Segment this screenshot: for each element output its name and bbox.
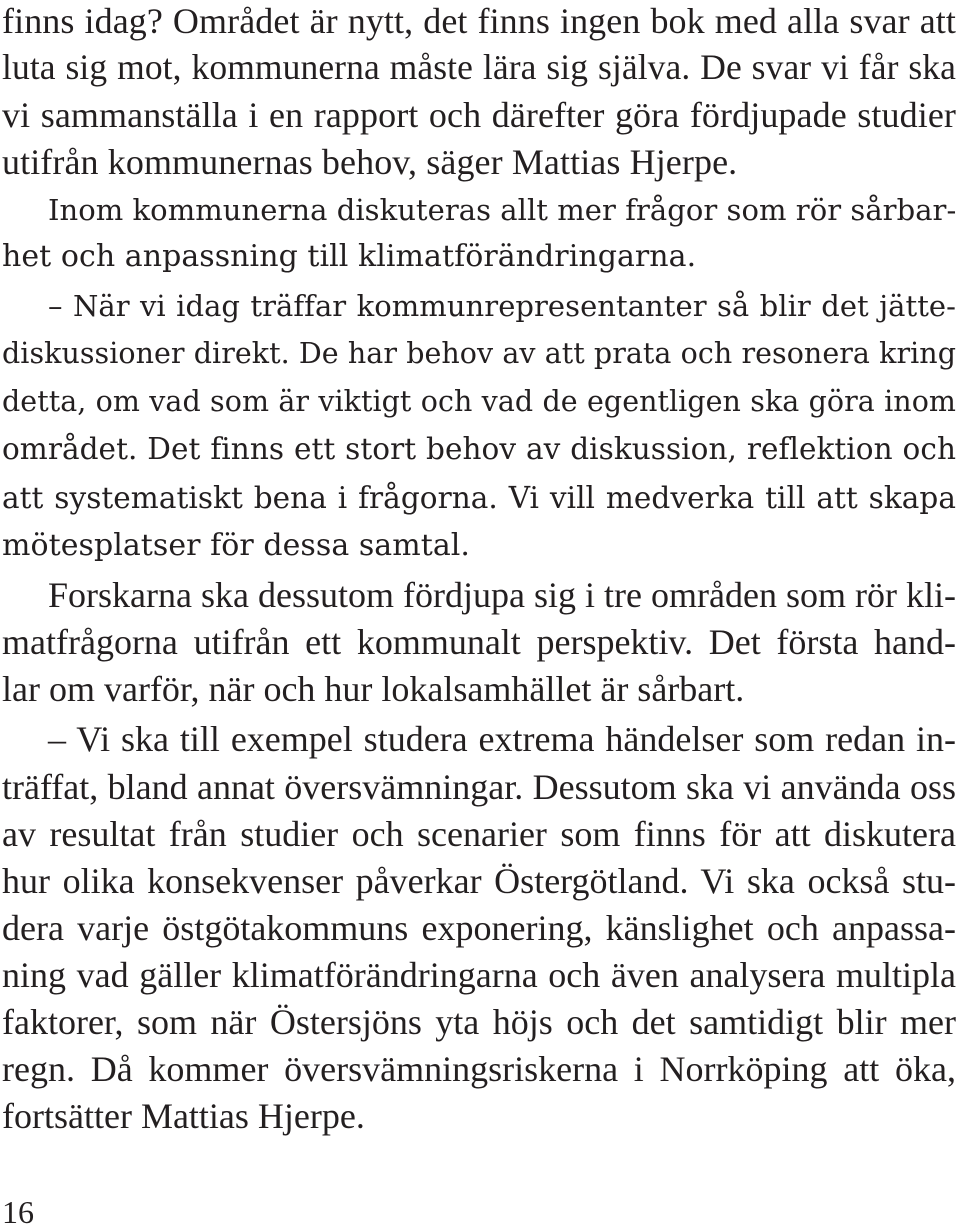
text-line: – När vi idag träffar kommunrepresentanter så blir det jätte-	[48, 289, 956, 323]
text-line: ning vad gäller klimatförändringarna och även analysera multipla	[2, 955, 956, 995]
page-number: 16	[2, 1194, 34, 1230]
text-line: matfrågorna utifrån ett kommunalt perspektiv. Det första hand-	[2, 622, 956, 662]
text-line: vi sammanställa i en rapport och därefter göra fördjupade studier	[2, 95, 956, 135]
text-line: – Vi ska till exempel studera extrema händelser som redan in-	[48, 719, 956, 759]
text-line: träffat, bland annat översvämningar. Dessutom ska vi använda oss	[2, 767, 956, 807]
text-line: området. Det finns ett stort behov av diskussion, reflektion och	[2, 432, 956, 466]
text-line: luta sig mot, kommunerna måste lära sig själva. De svar vi får ska	[2, 47, 956, 87]
text-line: Inom kommunerna diskuteras allt mer frågor som rör sårbar-	[48, 193, 957, 227]
text-line: mötesplatser för dessa samtal.	[2, 528, 470, 563]
text-line: utifrån kommunernas behov, säger Mattias Hjerpe.	[2, 142, 738, 182]
text-line: att systematiskt bena i frågorna. Vi vill medverka till att skapa	[2, 481, 956, 515]
text-line: diskussioner direkt. De har behov av att prata och resonera kring	[2, 337, 956, 370]
text-line: Forskarna ska dessutom fördjupa sig i tre områden som rör kli-	[48, 575, 956, 615]
text-line: faktorer, som när Östersjöns yta höjs och det samtidigt blir mer	[2, 1002, 956, 1042]
text-line: lar om varför, när och hur lokalsamhället är sårbart.	[2, 669, 745, 709]
text-line: detta, om vad som är viktigt och vad de egentligen ska göra inom	[2, 385, 956, 418]
text-line: finns idag? Området är nytt, det finns ingen bok med alla svar att	[2, 1, 956, 41]
text-line: dera varje östgötakommuns exponering, känslighet och anpassa-	[2, 908, 956, 948]
text-line: het och anpassning till klimatförändringarna.	[2, 239, 697, 274]
text-line: fortsätter Mattias Hjerpe.	[2, 1096, 365, 1136]
text-line: av resultat från studier och scenarier som finns för att diskutera	[2, 814, 956, 854]
text-line: hur olika konsekvenser påverkar Östergötland. Vi ska också stu-	[2, 861, 956, 901]
text-line: regn. Då kommer översvämningsriskerna i Norrköping att öka,	[2, 1049, 956, 1089]
